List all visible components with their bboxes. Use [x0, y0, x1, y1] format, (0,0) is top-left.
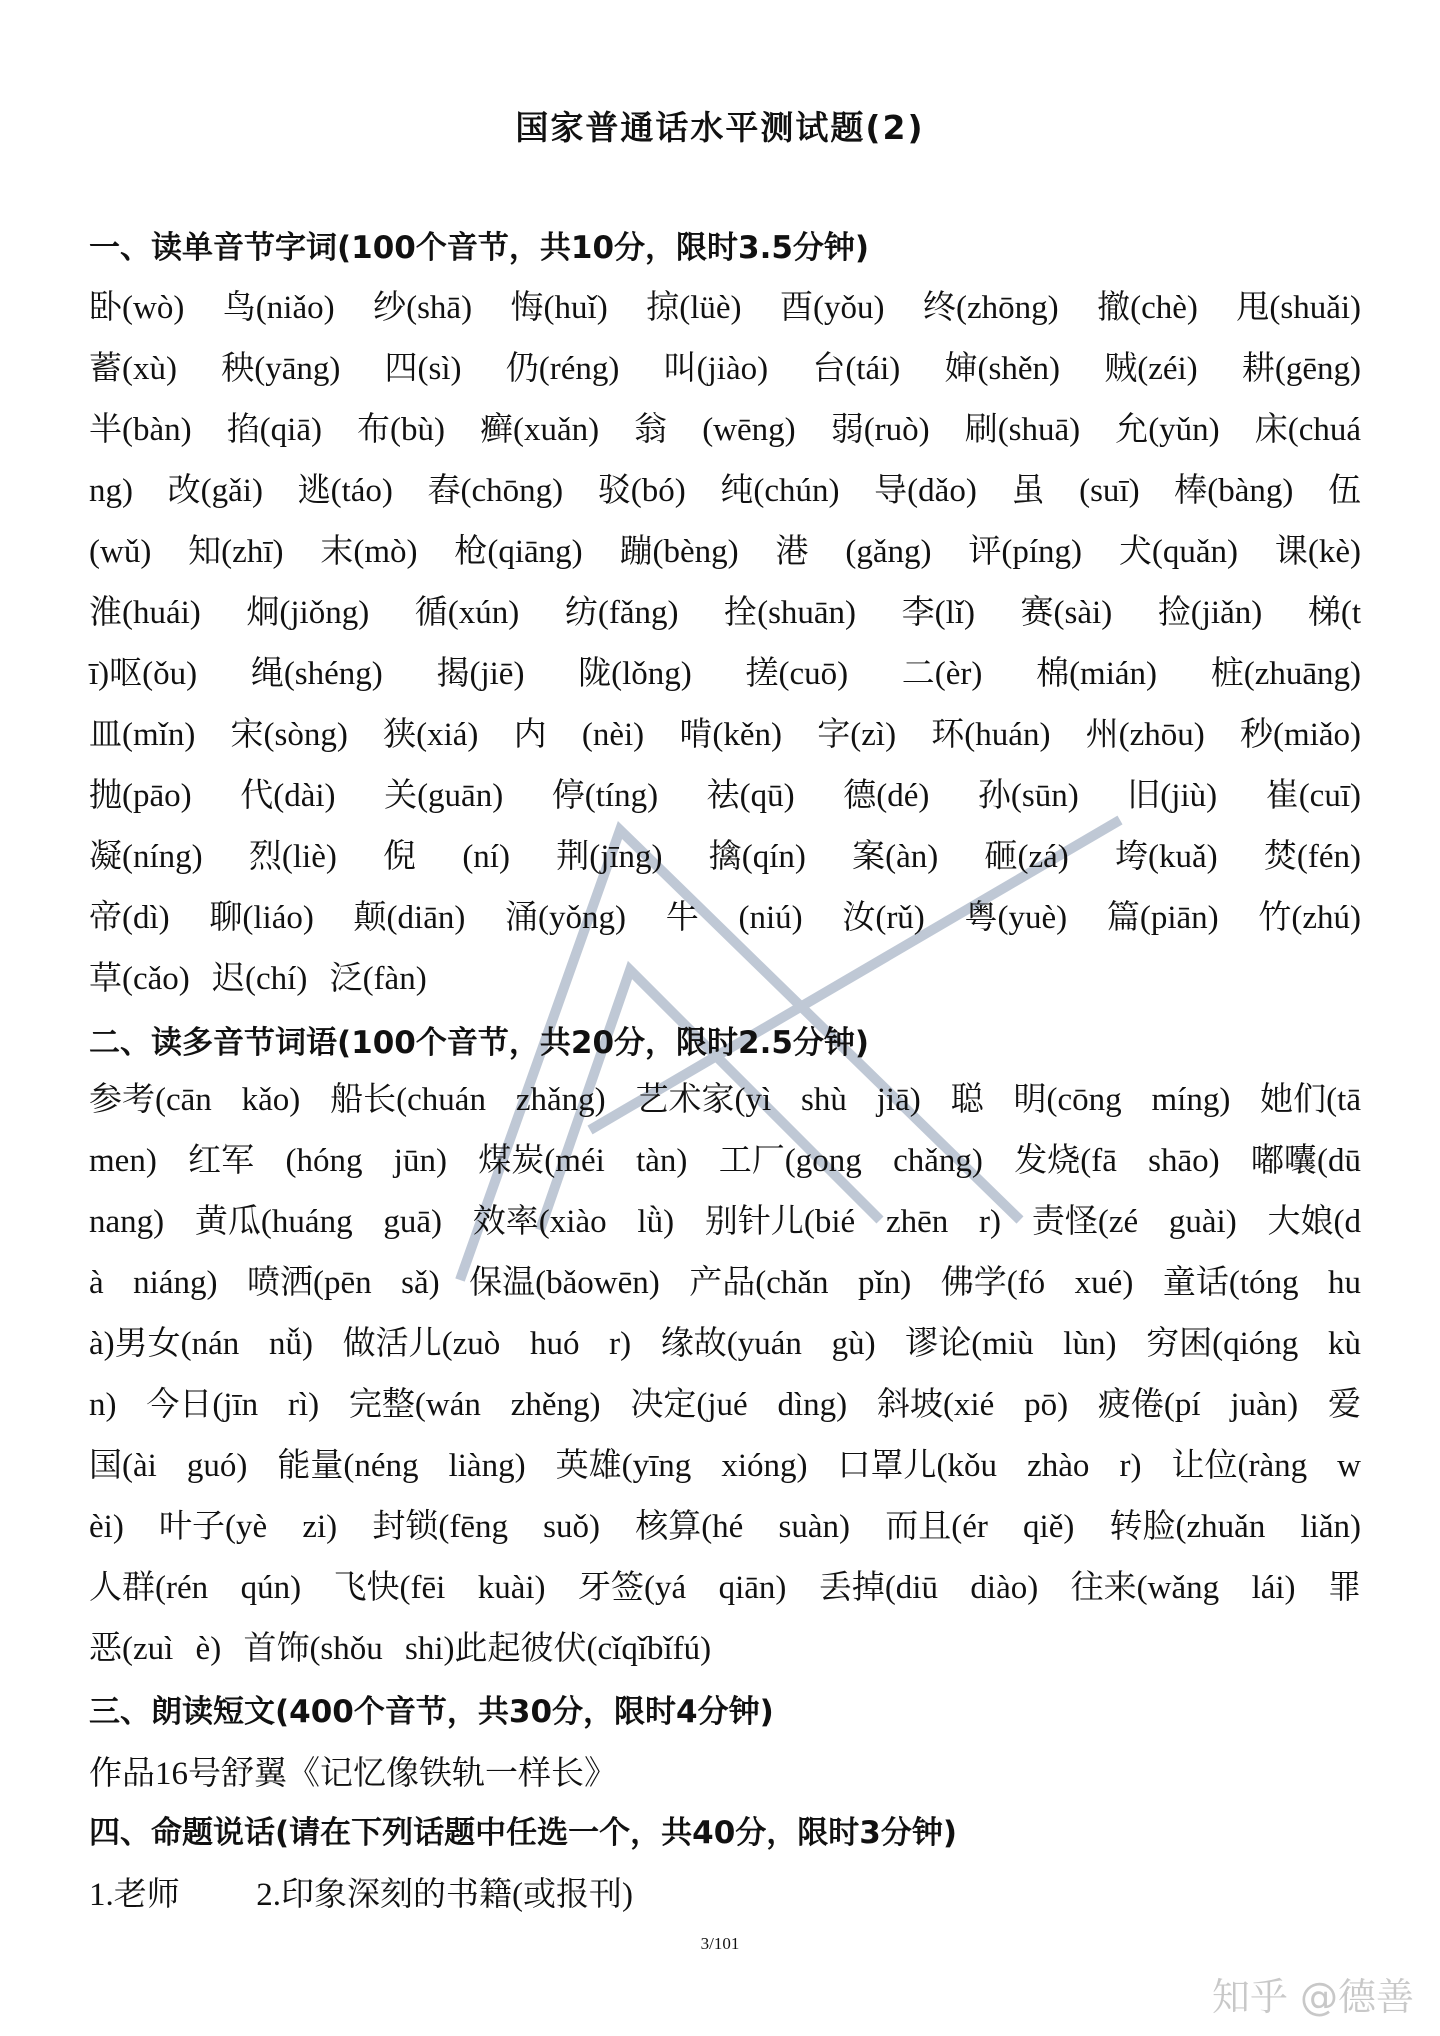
word-line: à)男女(nán nǚ) 做活儿(zuò huó r) 缘故(yuán gù) 谬论(miù lùn) 穷困(qióng kù — [89, 1326, 1361, 1362]
word-line-row — [89, 644, 1361, 705]
word-line: ng) 改(gǎi) 逃(táo) 舂(chōng) 驳(bó) 纯(chún) 导(dǎo) 虽 (suī) 棒(bàng) 伍 — [89, 473, 1361, 509]
word-line: 蓄(xù) 秧(yāng) 四(sì) 仍(réng) 叫(jiào) 台(tái) 婶(shěn) 贼(zéi) 耕(gēng) — [89, 351, 1361, 387]
word-line-row — [89, 827, 1361, 888]
section2-word-list — [89, 1070, 1361, 1680]
word-line: 参考(cān kǎo) 船长(chuán zhǎng) 艺术家(yì shù jiā) 聪 明(cōng míng) 她们(tā — [89, 1082, 1361, 1118]
section4-heading: 四、命题说话(请在下列话题中任选一个，共40分，限时3分钟) — [89, 1815, 958, 1851]
word-line: 皿(mǐn) 宋(sòng) 狭(xiá) 内 (nèi) 啃(kěn) 字(zì) 环(huán) 州(zhōu) 秒(miǎo) — [89, 717, 1361, 753]
word-line-row — [89, 1070, 1361, 1131]
word-line-row — [89, 705, 1361, 766]
word-line-row — [89, 1436, 1361, 1497]
word-line: 半(bàn) 掐(qiā) 布(bù) 癣(xuǎn) 翁 (wēng) 弱(ruò) 刷(shuā) 允(yǔn) 床(chuá — [89, 412, 1361, 448]
word-line: 恶(zuì è) 首饰(shǒu shi)此起彼伏(cǐqǐbǐfú) — [89, 1631, 712, 1667]
topic-2: 2.印象深刻的书籍(或报刊) — [256, 1877, 633, 1913]
word-line: 抛(pāo) 代(dài) 关(guān) 停(tíng) 祛(qū) 德(dé) 孙(sūn) 旧(jiù) 崔(cuī) — [89, 778, 1361, 814]
word-line-row — [89, 1253, 1361, 1314]
section3-passage: 作品16号舒翼《记忆像铁轨一样长》 — [89, 1756, 617, 1792]
section4-topics — [89, 1868, 633, 1915]
word-line: 卧(wò) 鸟(niǎo) 纱(shā) 悔(huǐ) 掠(lüè) 酉(yǒu) 终(zhōng) 撤(chè) 甩(shuǎi) — [89, 290, 1361, 326]
word-line: ī)呕(ǒu) 绳(shéng) 揭(jiē) 陇(lǒng) 搓(cuō) 二(èr) 棉(mián) 桩(zhuāng) — [89, 656, 1361, 692]
word-line: 人群(rén qún) 飞快(fēi kuài) 牙签(yá qiān) 丢掉(diū diào) 往来(wǎng lái) 罪 — [89, 1570, 1361, 1606]
section3-heading: 三、朗读短文(400个音节，共30分，限时4分钟) — [89, 1694, 774, 1730]
word-line: èi) 叶子(yè zi) 封锁(fēng suǒ) 核算(hé suàn) 而且(ér qiě) 转脸(zhuǎn liǎn) — [89, 1509, 1361, 1545]
zhihu-credit: 知乎 @德善 — [1211, 1975, 1414, 2019]
word-line-row — [89, 1314, 1361, 1375]
word-line: men) 红军 (hóng jūn) 煤炭(méi tàn) 工厂(gong chǎng) 发烧(fā shāo) 嘟囔(dū — [89, 1143, 1361, 1179]
topic-1: 1.老师 — [89, 1877, 180, 1913]
word-line: n) 今日(jīn rì) 完整(wán zhěng) 决定(jué dìng) 斜坡(xié pō) 疲倦(pí juàn) 爱 — [89, 1387, 1361, 1423]
word-line-row — [89, 1619, 1361, 1680]
section2-heading: 二、读多音节词语(100个音节，共20分，限时2.5分钟) — [89, 1025, 870, 1061]
section1-heading: 一、读单音节字词(100个音节，共10分，限时3.5分钟) — [89, 230, 870, 266]
word-line-row — [89, 1192, 1361, 1253]
word-line-row — [89, 339, 1361, 400]
word-line-row — [89, 888, 1361, 949]
word-line-row — [89, 278, 1361, 339]
word-line-row — [89, 1558, 1361, 1619]
word-line: à niáng) 喷洒(pēn sǎ) 保温(bǎowēn) 产品(chǎn pǐn) 佛学(fó xué) 童话(tóng hu — [89, 1265, 1361, 1301]
word-line-row — [89, 400, 1361, 461]
word-line-row — [89, 583, 1361, 644]
word-line: 国(ài guó) 能量(néng liàng) 英雄(yīng xióng) 口罩儿(kǒu zhào r) 让位(ràng w — [89, 1448, 1361, 1484]
word-line-row — [89, 949, 1361, 1010]
word-line: 淮(huái) 炯(jiǒng) 循(xún) 纺(fǎng) 拴(shuān) 李(lǐ) 赛(sài) 捡(jiǎn) 梯(t — [89, 595, 1361, 631]
word-line: 帝(dì) 聊(liáo) 颠(diān) 涌(yǒng) 牛 (niú) 汝(rǔ) 粤(yuè) 篇(piān) 竹(zhú) — [89, 900, 1361, 936]
word-line-row — [89, 766, 1361, 827]
word-line: (wǔ) 知(zhī) 末(mò) 枪(qiāng) 蹦(bèng) 港 (gǎng) 评(píng) 犬(quǎn) 课(kè) — [89, 534, 1361, 570]
page-number: 3/101 — [700, 1934, 740, 1953]
word-line-row — [89, 1497, 1361, 1558]
word-line-row — [89, 1131, 1361, 1192]
word-line-row — [89, 1375, 1361, 1436]
word-line: nang) 黄瓜(huáng guā) 效率(xiào lǜ) 别针儿(bié zhēn r) 责怪(zé guài) 大娘(d — [89, 1204, 1361, 1240]
page-title: 国家普通话水平测试题(2) — [515, 108, 925, 147]
word-line: 凝(níng) 烈(liè) 倪 (ní) 荆(jīng) 擒(qín) 案(àn) 砸(zá) 垮(kuǎ) 焚(fén) — [89, 839, 1361, 875]
word-line-row — [89, 461, 1361, 522]
section1-word-list — [89, 278, 1361, 1010]
word-line-row — [89, 522, 1361, 583]
word-line: 草(cǎo) 迟(chí) 泛(fàn) — [89, 961, 427, 997]
